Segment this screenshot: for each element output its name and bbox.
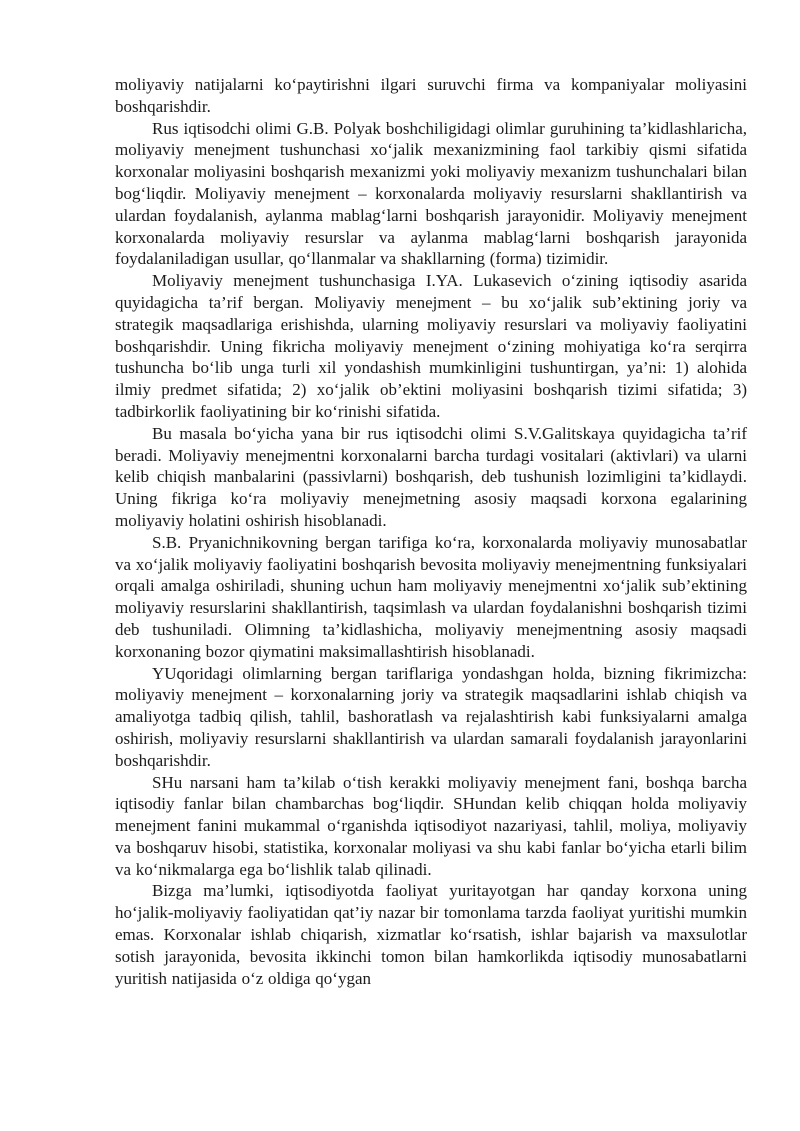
paragraph-related-sciences: SHu narsani ham ta’kilab oʻtish kerakki moliyaviy menejment fani, boshqa barcha iqtisodiy fanlar bilan chambarchas bogʻliqdir. SHundan kelib chiqqan holda moliyaviy menejment fanini mukammal oʻrganishda iqtisodiyot nazariyasi, tahlil, moliya, moliyaviy va boshqaruv hisobi, statistika, korxonalar moliyasi va shu kabi fanlar boʻyicha etarli bilim va koʻnikmalarga ega boʻlishlik talab qilinadi. bbox=[115, 772, 747, 879]
paragraph-continuation: moliyaviy natijalarni koʻpaytirishni ilgari suruvchi firma va kompaniyalar moliyasini boshqarishdir. bbox=[115, 75, 747, 116]
paragraph-galitskaya: Bu masala boʻyicha yana bir rus iqtisodchi olimi S.V.Galitskaya quyidagicha ta’rif beradi. Moliyaviy menejmentni korxonalarni barcha turdagi vositalari (aktivlari) va ularni kelib chiqish manbalarini (passivlarni) boshqarish, deb tushunish lozimligini ta’kidlaydi. Uning fikriga koʻra moliyaviy menejmetning asosiy maqsadi korxona egalarining moliyaviy holatini oshirish hisoblanadi. bbox=[115, 423, 747, 530]
paragraph-authors-definition: YUqoridagi olimlarning bergan tariflariga yondashgan holda, bizning fikrimizcha: moliyaviy menejment – korxonalarning joriy va strategik maqsadlarini ishlab chiqish va amaliyotga tadbiq qilish, tahlil, bashoratlash va rejalashtirish kabi funksiyalarni amalga oshirish, moliyaviy resurslarni shakllantirish va ulardan samarali foydalanish jarayonlarini boshqarishdir. bbox=[115, 663, 747, 770]
page-text-block bbox=[115, 74, 747, 989]
paragraph-lukasevich: Moliyaviy menejment tushunchasiga I.YA. Lukasevich oʻzining iqtisodiy asarida quyidagicha ta’rif bergan. Moliyaviy menejment – bu xoʻjalik sub’ektining joriy va strategik maqsadlariga erishishda, ularning moliyaviy resurslari va moliyaviy faoliyatini boshqarishdir. Uning fikricha moliyaviy menejment oʻzining mohiyatiga koʻra serqirra tushuncha boʻlib unga turli xil yondashish mumkinligini tushuntirgan, ya’ni: 1) alohida ilmiy predmet sifatida; 2) xoʻjalik ob’ektini moliyasini boshqarish tizimi sifatida; 3) tadbirkorlik faoliyatining bir koʻrinishi sifatida. bbox=[115, 271, 747, 421]
paragraph-enterprise-activity: Bizga ma’lumki, iqtisodiyotda faoliyat yuritayotgan har qanday korxona uning hoʻjalik-moliyaviy faoliyatidan qat’iy nazar bir tomonlama tarzda faoliyat yuritishi mumkin emas. Korxonalar ishlab chiqarish, xizmatlar koʻrsatish, ishlar bajarish va maxsulotlar sotish jarayonida, bevosita ikkinchi tomon bilan hamkorlikda iqtisodiy munosabatlarni yuritish natijasida oʻz oldiga qoʻygan bbox=[115, 881, 747, 988]
paragraph-pryanichnikov: S.B. Pryanichnikovning bergan tarifiga koʻra, korxonalarda moliyaviy munosabatlar va xoʻjalik moliyaviy faoliyatini boshqarish bevosita moliyaviy menejmentning funksiyalari orqali amalga oshiriladi, shuning uchun ham moliyaviy menejmentni xoʻjalik sub’ektining moliyaviy resurslarini shakllantirish, taqsimlash va ulardan foydalanishni boshqarish tizimi deb tushuniladi. Olimning ta’kidlashicha, moliyaviy menejmentning asosiy maqsadi korxonaning bozor qiymatini maksimallashtirish hisoblanadi. bbox=[115, 532, 747, 661]
paragraph-polyak: Rus iqtisodchi olimi G.B. Polyak boshchiligidagi olimlar guruhining ta’kidlashlaricha, moliyaviy menejment tushunchasi xoʻjalik mexanizmining faol tarkibiy qismi sifatida korxonalar moliyasini boshqarish mexanizmi yoki moliyaviy mexanizm tushunchalari bilan bogʻliqdir. Moliyaviy menejment – korxonalarda moliyaviy resurslarni shakllantirish va ulardan foydalanish, aylanma mablagʻlarni boshqarish jarayonidir. Moliyaviy menejment korxonalarda moliyaviy resurslar va aylanma mablagʻlarni boshqarish jarayonida foydalaniladigan usullar, qoʻllanmalar va shakllarning (forma) tizimidir. bbox=[115, 118, 747, 269]
